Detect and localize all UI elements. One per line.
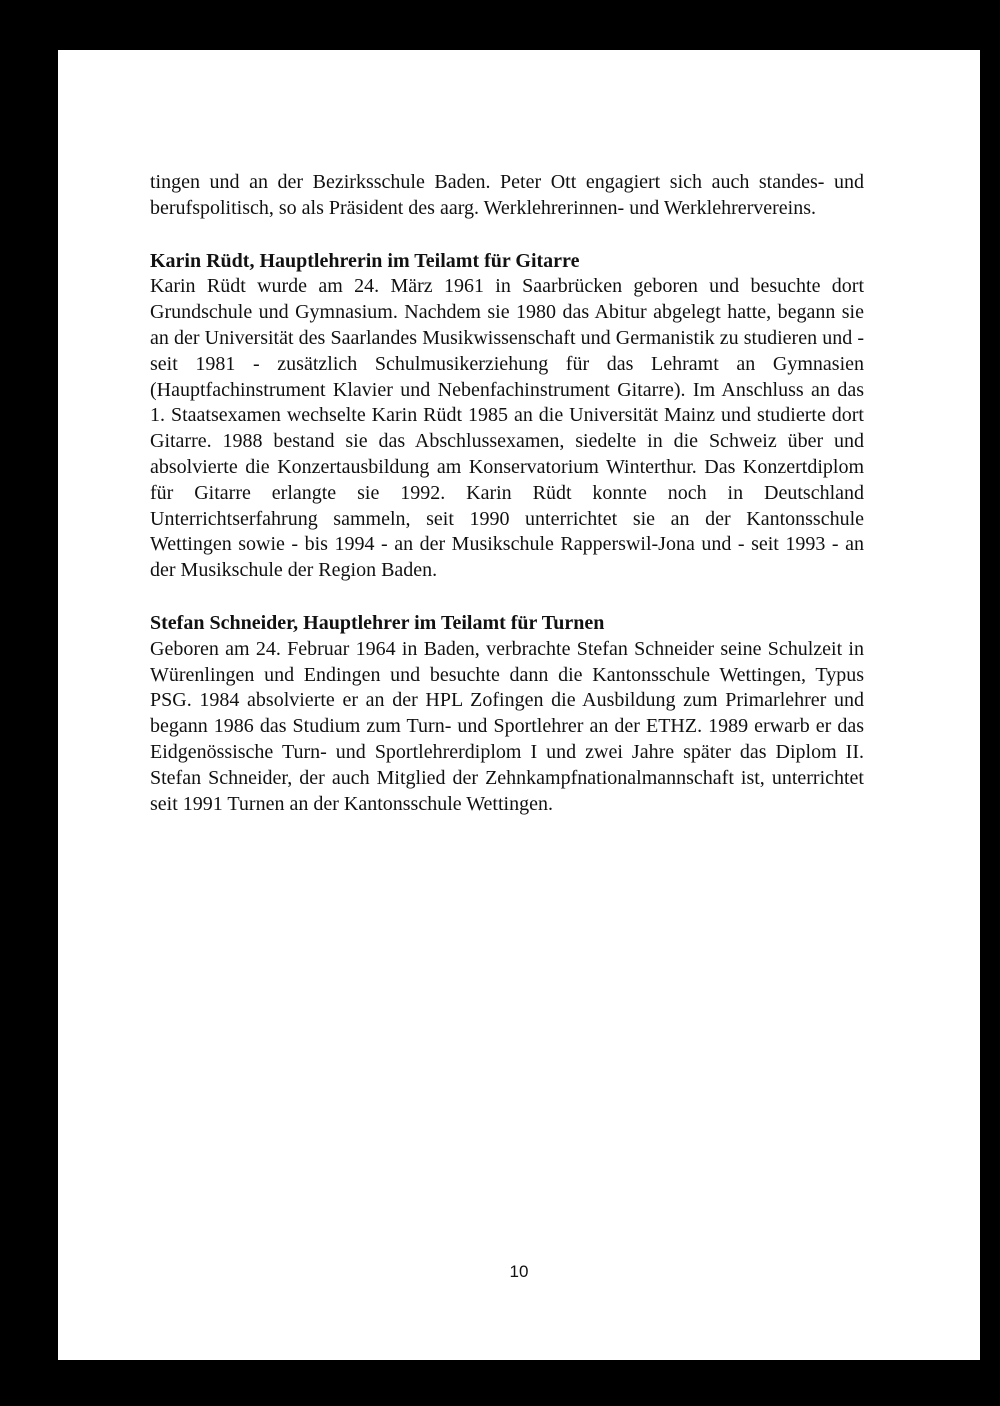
section-heading-stefan-schneider: Stefan Schneider, Hauptlehrer im Teilamt für Turnen: [150, 611, 605, 634]
document-page: [58, 50, 980, 1360]
section-spacer: [150, 222, 864, 249]
section-heading-karin-ruedt: Karin Rüdt, Hauptlehrerin im Teilamt für Gitarre: [150, 249, 580, 272]
document-body: [150, 170, 864, 817]
section-spacer: [150, 584, 864, 611]
page-number: 10: [509, 1262, 529, 1281]
intro-paragraph: tingen und an der Bezirksschule Baden. Peter Ott engagiert sich auch standes- und berufspolitisch, so als Präsident des aarg. Werklehrerinnen- und Werklehrervereins.: [150, 171, 864, 219]
section-text-stefan-schneider: Geboren am 24. Februar 1964 in Baden, verbrachte Stefan Schneider seine Schulzeit in Würenlingen und Endingen und besuchte dann die Kantonsschule Wettingen, Typus PSG. 1984 absolvierte er an der HPL Zofingen die Ausbildung zum Primarlehrer und begann 1986 das Studium zum Turn- und Sportlehrer an der ETHZ. 1989 erwarb er das Eidgenössische Turn- und Sportlehrerdiplom I und zwei Jahre später das Diplom II. Stefan Schneider, der auch Mitglied der Zehnkampfnationalmannschaft ist, unterrichtet seit 1991 Turnen an der Kantonsschule Wettingen.: [150, 637, 864, 815]
section-text-karin-ruedt: Karin Rüdt wurde am 24. März 1961 in Saarbrücken geboren und besuchte dort Grundschule und Gymnasium. Nachdem sie 1980 das Abitur abgelegt hatte, begann sie an der Universität des Saarlandes Musikwissenschaft und Germanistik zu studieren und - seit 1981 - zusätzlich Schulmusikerziehung für das Lehramt an Gymnasien (Hauptfachinstrument Klavier und Nebenfachinstrument Gitarre). Im Anschluss an das 1. Staatsexamen wechselte Karin Rüdt 1985 an die Universität Mainz und studierte dort Gitarre. 1988 bestand sie das Abschlussexamen, siedelte in die Schweiz über und absolvierte die Konzertausbildung am Konservatorium Winterthur. Das Konzertdiplom für Gitarre erlangte sie 1992. Karin Rüdt konnte noch in Deutschland Unterrichtserfahrung sammeln, seit 1990 unterrichtet sie an der Kantonsschule Wettingen sowie - bis 1994 - an der Musikschule Rapperswil-Jona und - seit 1993 - an der Musikschule der Region Baden.: [150, 275, 864, 582]
